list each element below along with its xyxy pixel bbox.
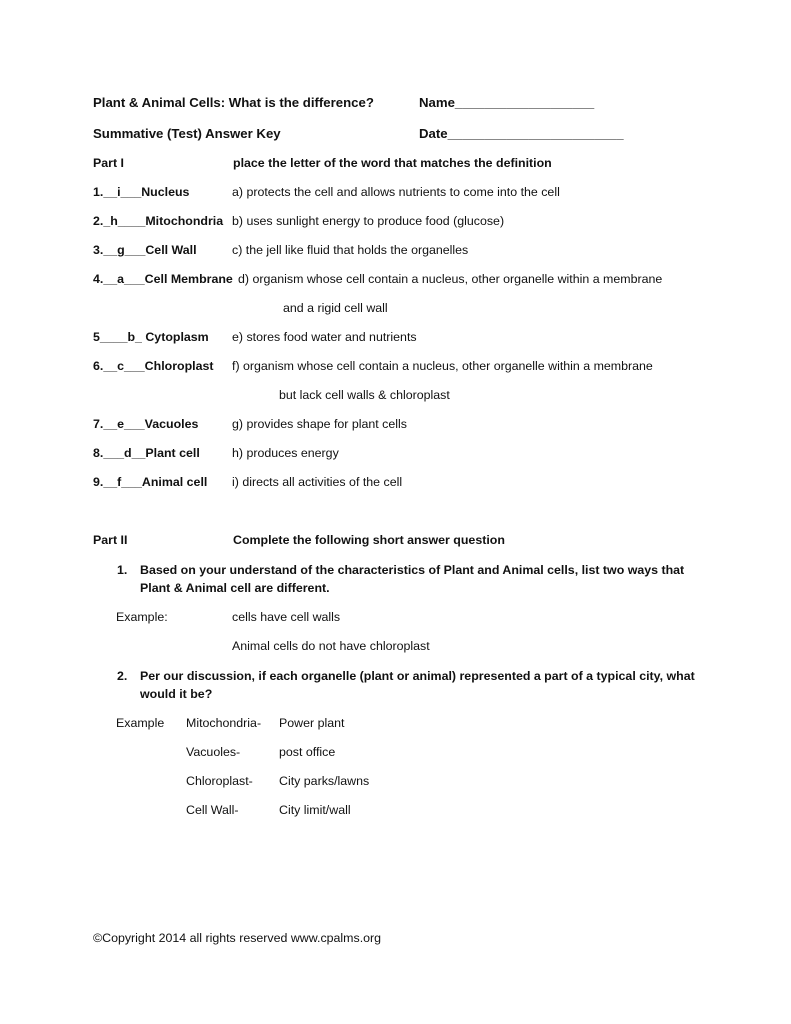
organelle-name: Mitochondria- <box>186 716 262 730</box>
organelle-name: Chloroplast- <box>186 774 253 788</box>
copyright-footer: ©Copyright 2014 all rights reserved www.cpalms.org <box>93 931 382 945</box>
match-definition: f) organism whose cell contain a nucleus, other organelle within a membrane <box>232 359 653 373</box>
part1-label: Part I <box>93 156 124 170</box>
match-definition-continuation: but lack cell walls & chloroplast <box>279 388 450 402</box>
match-definition: h) produces energy <box>232 446 339 460</box>
match-term: 5____b_ Cytoplasm <box>93 330 209 344</box>
match-term: 4.__a___Cell Membrane <box>93 272 233 286</box>
city-analogy: Power plant <box>279 716 345 730</box>
match-definition: g) provides shape for plant cells <box>232 417 407 431</box>
example-label: Example: <box>116 610 168 624</box>
date-field-label: Date________________________ <box>419 126 624 141</box>
organelle-name: Vacuoles- <box>186 745 241 759</box>
organelle-name: Cell Wall- <box>186 803 239 817</box>
city-analogy: post office <box>279 745 336 759</box>
match-definition: i) directs all activities of the cell <box>232 475 403 489</box>
match-term: 1.__i___Nucleus <box>93 185 190 199</box>
question-text-continued: Plant & Animal cell are different. <box>140 581 330 595</box>
city-analogy: City limit/wall <box>279 803 351 817</box>
match-term: 9.__f___Animal cell <box>93 475 208 489</box>
part1-instruction: place the letter of the word that matches the definition <box>233 156 552 170</box>
match-definition: b) uses sunlight energy to produce food (glucose) <box>232 214 505 228</box>
question-text: Per our discussion, if each organelle (plant or animal) represented a part of a typical city, what <box>140 669 695 683</box>
document-title: Plant & Animal Cells: What is the difference? <box>93 95 374 110</box>
question-text: Based on your understand of the characteristics of Plant and Animal cells, list two ways that <box>140 563 685 577</box>
part2-instruction: Complete the following short answer question <box>233 533 505 547</box>
match-definition: a) protects the cell and allows nutrients to come into the cell <box>232 185 560 199</box>
match-term: 8.___d__Plant cell <box>93 446 200 460</box>
question-text-continued: would it be? <box>140 687 213 701</box>
match-term: 7.__e___Vacuoles <box>93 417 199 431</box>
match-term: 2._h____Mitochondria <box>93 214 224 228</box>
example-answer: Animal cells do not have chloroplast <box>232 639 430 653</box>
match-definition: e) stores food water and nutrients <box>232 330 417 344</box>
match-definition: c) the jell like fluid that holds the organelles <box>232 243 469 257</box>
part2-label: Part II <box>93 533 128 547</box>
match-term: 3.__g___Cell Wall <box>93 243 197 257</box>
example-answer: cells have cell walls <box>232 610 341 624</box>
name-field-label: Name___________________ <box>419 95 595 110</box>
example-label: Example <box>116 716 165 730</box>
document-subtitle: Summative (Test) Answer Key <box>93 126 281 141</box>
city-analogy: City parks/lawns <box>279 774 370 788</box>
question-number: 2. <box>117 669 128 683</box>
match-definition: d) organism whose cell contain a nucleus, other organelle within a membrane <box>238 272 663 286</box>
match-definition-continuation: and a rigid cell wall <box>283 301 388 315</box>
match-term: 6.__c___Chloroplast <box>93 359 214 373</box>
question-number: 1. <box>117 563 128 577</box>
